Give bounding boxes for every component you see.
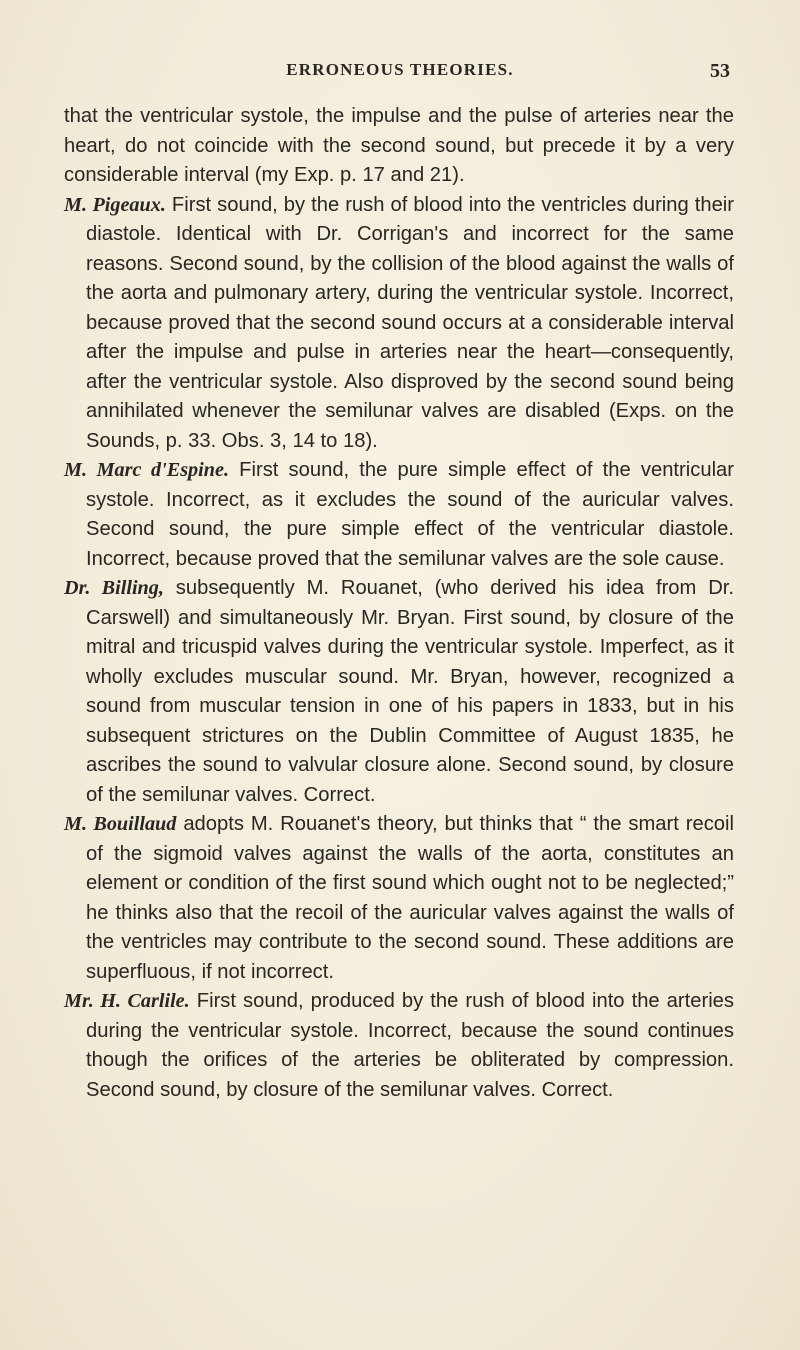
paragraph-lead: M. Marc d'Espine. <box>64 459 229 481</box>
paragraph-text: First sound, the pure simple effect of the ventricular systole. Incorrect, as it excludes the sound of the auricular valves. Second sound, the pure simple effect of the ventricular diastole. Incorrect, because proved that the semilunar valves are the sole cause. <box>86 459 735 570</box>
paragraph-pigeaux <box>64 191 734 457</box>
paragraph-text: First sound, by the rush of blood into the ventricles during their diastole. Identical with Dr. Corrigan's and incorrect for the same reasons. Second sound, by the collision of the blood against the walls of the aorta and pulmonary artery, during the ventricular systole. Incorrect, because proved that the second sound occurs at a considerable interval after the impulse and pulse in arteries near the heart—consequently, after the ventricular systole. Also disproved by the second sound being annihilated whenever the semilunar valves are disabled (Exps. on the Sounds, p. 33. Obs. 3, 14 to 18). <box>86 193 735 452</box>
paragraph-text: that the ventricular systole, the impulse and the pulse of arteries near the heart, do not coincide with the second sound, but precede it by a very considerable interval (my Exp. p. 17 and 21). <box>64 105 734 186</box>
page-number: 53 <box>710 60 730 82</box>
paragraph-carlile <box>64 987 734 1105</box>
paragraph-text: adopts M. Rouanet's theory, but thinks that “ the smart recoil of the sigmoid valves against the walls of the aorta, constitutes an element or condition of the first sound which ought not to be neglected;” he thinks also that the recoil of the auricular valves against the walls of the ventricles may contribute to the second sound. These additions are superfluous, if not incorrect. <box>86 813 734 983</box>
body-text <box>64 102 734 1105</box>
paragraph-lead: M. Pigeaux. <box>64 193 166 216</box>
paragraph-lead: M. Bouillaud <box>64 813 177 835</box>
running-head <box>70 60 730 84</box>
paragraph-billing <box>64 574 734 810</box>
running-title: ERRONEOUS THEORIES. <box>286 60 514 79</box>
paragraph-text: subsequently M. Rouanet, (who derived his idea from Dr. Carswell) and simultaneously Mr. Bryan. First sound, by closure of the mitral and tricuspid valves during the ventricular systole. Imperfect, as it wholly excludes muscular sound. Mr. Bryan, however, recognized a sound from muscular tension in one of his papers in 1833, but in his subsequent strictures on the Dublin Committee of August 1835, he ascribes the sound to valvular closure alone. Second sound, by closure of the semilunar valves. Correct. <box>86 577 734 806</box>
paragraph-lead: Dr. Billing, <box>64 577 164 599</box>
paragraph-marc-despine <box>64 456 734 574</box>
paragraph-bouillaud <box>64 810 734 987</box>
paragraph-lead: Mr. H. Carlile. <box>64 990 190 1012</box>
paragraph-text: First sound, produced by the rush of blood into the arteries during the ventricular systole. Incorrect, because the sound continues though the orifices of the arteries be obliterated by compression. Second sound, by closure of the semilunar valves. Correct. <box>86 990 734 1101</box>
paragraph-continuation <box>64 102 734 191</box>
